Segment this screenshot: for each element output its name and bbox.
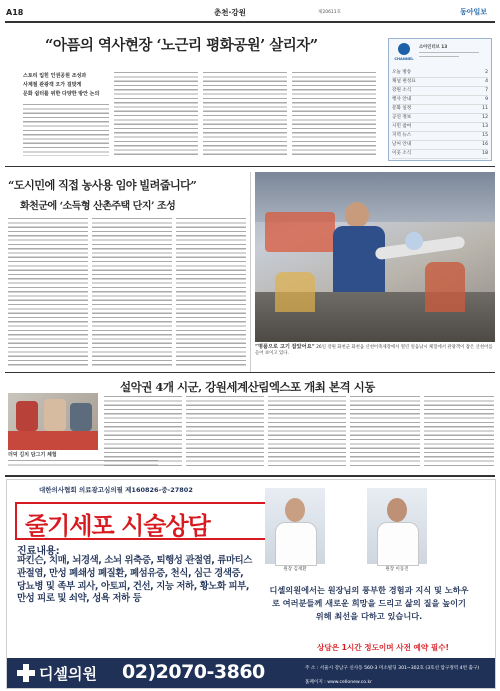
ad-slogan: 디셀의원에서는 원장님의 풍부한 경험과 지식 및 노하우로 여러분들께 새로운 희망을 드리고 삶의 질을 높이기 위해 최선을 다하고 있습니다.	[269, 585, 469, 621]
channel-item[interactable]: 이웃 소식 18	[392, 148, 488, 159]
ad-contact-bar	[7, 658, 495, 688]
ad-promo-banner	[15, 502, 299, 540]
story1-body-col1	[23, 104, 109, 156]
channel-item[interactable]: 문화 일정 11	[392, 103, 488, 114]
section-name: 춘천·강원	[214, 8, 246, 17]
channel-item[interactable]: 지역 뉴스 15	[392, 130, 488, 141]
ad-top-rule	[5, 475, 495, 477]
story2-bottom-rule	[5, 372, 495, 373]
cross-icon	[17, 664, 35, 682]
ad-homepage[interactable]: 홈페이지 : www.cellonew.co.kr	[305, 680, 373, 685]
story1-subhead-1: 스토리 입힌 인권공원 조성과	[23, 73, 87, 79]
channel-item[interactable]: 공연 정보 12	[392, 112, 488, 123]
story3-body-col4	[350, 396, 420, 466]
story2-subhead: 화천군에 ‘소득형 산촌주택 단지’ 조성	[20, 201, 176, 212]
story1-subhead-3: 문화 쉼터를 위한 다양한 방안 논의	[23, 91, 100, 97]
issue-info: 제20611호	[318, 10, 342, 15]
story1-bottom-rule	[5, 166, 495, 167]
channel-box	[388, 38, 492, 161]
story3-headline: 설악권 4개 시군, 강원세계산림엑스포 개최 본격 시동	[120, 380, 375, 394]
newspaper-name: 동아일보	[460, 7, 488, 16]
story3-body-col5	[424, 396, 494, 466]
story2-body-col1	[8, 218, 88, 366]
kimchi-photo	[8, 393, 98, 450]
ad-treatment-label: 진료내용:	[17, 546, 60, 557]
story3-body-col3	[268, 396, 346, 466]
story3-body-col1	[104, 396, 182, 466]
story1-subhead-2: 사계절 관광객 오가 걸맞게	[23, 82, 82, 88]
header-rule	[5, 21, 495, 23]
channel-list	[389, 67, 491, 159]
ad-association-line: 대한의사협회 의료광고심의필 제160826-중-27802	[39, 486, 193, 494]
ad-phone[interactable]: 02)2070-3860	[122, 661, 265, 683]
story1-body-col4	[292, 72, 376, 156]
story2-body-col2	[92, 218, 172, 366]
story1-headline: “아픔의 역사현장 ‘노근리 평화공원’ 살리자”	[45, 37, 318, 54]
ad-clinic-name: 디셀의원	[39, 665, 97, 683]
ad-consult-note: 상담은 1시간 정도이며 사전 예약 필수!	[317, 643, 449, 652]
channel-item[interactable]: 강원 소식 7	[392, 85, 488, 96]
story1-body-col2	[114, 72, 198, 156]
channel-logo: CHANNEL	[393, 43, 415, 65]
doctor-photo-2	[367, 488, 427, 564]
channel-item[interactable]: 날씨 안내 16	[392, 139, 488, 150]
ad-address: 주 소 : 서울시 강남구 신사동 560-3 미소빌딩 301~302호 (3호선 압구정역 4번 출구)	[305, 666, 480, 671]
story1-subheads	[23, 72, 109, 99]
ad-promo-title: 줄기세포 시술상담	[25, 511, 210, 540]
festival-caption: “명품으로 고기 잡았어요” 26일 강원 화천군 화천읍 산천어축제장에서 열린 얼음낚시 체험에서 관광객이 잡은 산천어를 들어 보이고 있다.	[255, 344, 493, 356]
channel-item[interactable]: 행사 안내 9	[392, 94, 488, 105]
clinic-ad	[6, 479, 496, 689]
story2-headline: “도시민에 직접 농사용 임야 빌려줍니다”	[8, 178, 197, 192]
ad-treatments: 파킨슨, 치매, 뇌경색, 소뇌 위축증, 퇴행성 관절염, 류마티스 관절염, 만성 폐쇄성 폐질환, 폐섬유증, 천식, 심근 경색증, 당뇨병 및 족부 괴사, 아토피, 건선, 지능 저하, 황노화 피부, 만성 피로 및 쇠약, 성욕 저하 등	[17, 555, 252, 605]
story1-body-col3	[203, 72, 287, 156]
channel-item[interactable]: 오늘 방송 2	[392, 67, 488, 78]
story3-body-col2	[186, 396, 264, 466]
story2-body-col3	[176, 218, 246, 366]
channel-item[interactable]: 채널 편성표 4	[392, 76, 488, 87]
doctor-caption-1: 원장 김재환	[283, 567, 307, 572]
doctor-photo-1	[265, 488, 325, 564]
doctor-caption-2: 원장 이동진	[385, 567, 409, 572]
channel-title: 소아인터브 13	[419, 45, 448, 50]
festival-photo	[255, 172, 495, 342]
page-number: A18	[6, 8, 24, 17]
kimchi-caption: 더덕 김치 담그기 체험	[8, 452, 57, 458]
channel-item[interactable]: 시민 참여 13	[392, 121, 488, 132]
